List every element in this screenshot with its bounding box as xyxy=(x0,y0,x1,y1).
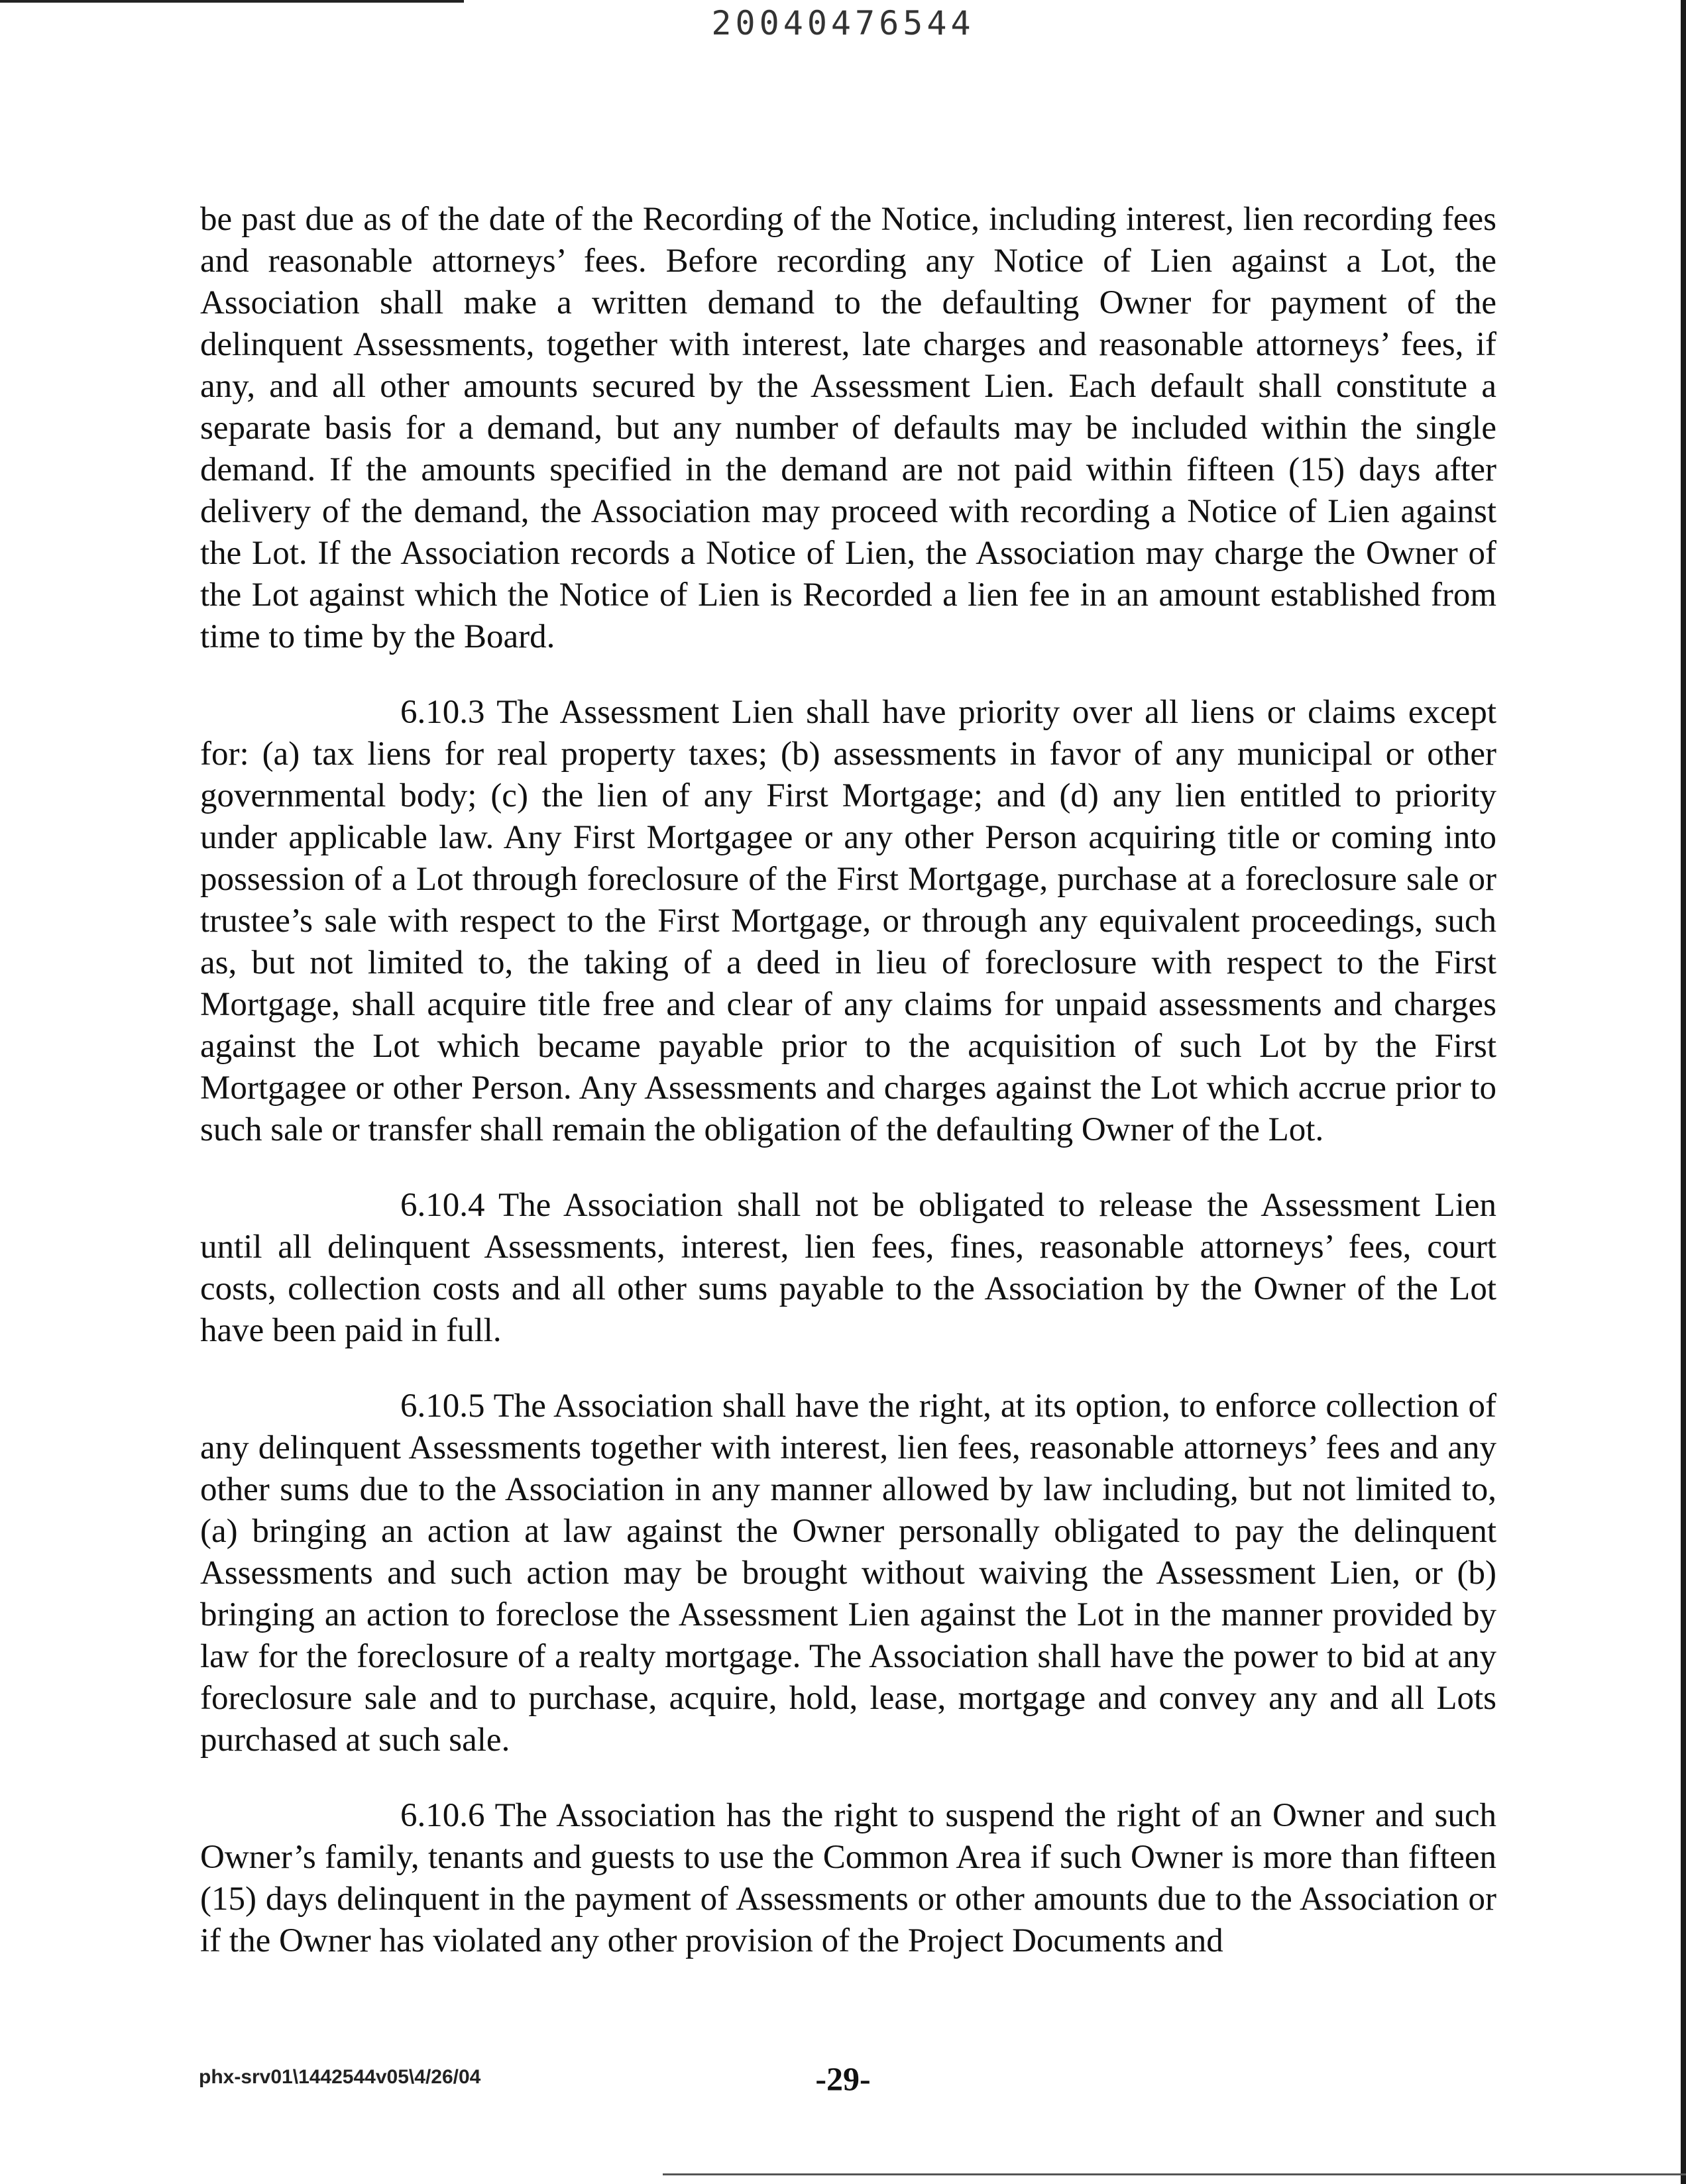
paragraph-6-10-3: 6.10.3 The Assessment Lien shall have priority over all liens or claims except for: (a) tax liens for real property taxes; (b) assessments in favor of any municipal or other governmental body; (c) the lien of any First Mortgage; and (d) any lien entitled to priority under applicable law. Any First Mortgagee or any other Person acquiring title or coming into possession of a Lot through foreclosure of the First Mortgage, purchase at a foreclosure sale or trustee’s sale with respect to the First Mortgage, or through any equivalent proceedings, such as, but not limited to, the taking of a deed in lieu of foreclosure with respect to the First Mortgage, shall acquire title free and clear of any claims for unpaid assessments and charges against the Lot which became payable prior to the acquisition of such Lot by the First Mortgagee or other Person. Any Assessments and charges against the Lot which accrue prior to such sale or transfer shall remain the obligation of the defaulting Owner of the Lot. xyxy=(200,694,1496,1148)
paragraph-6-10-4: 6.10.4 The Association shall not be obligated to release the Assessment Lien until all delinquent Assessments, interest, lien fees, fines, reasonable attorneys’ fees, court costs, collection costs and all other sums payable to the Association by the Owner of the Lot have been paid in full. xyxy=(200,1187,1496,1349)
top-rule xyxy=(0,0,464,3)
paragraph-6-10-6: 6.10.6 The Association has the right to suspend the right of an Owner and such Owner’s family, tenants and guests to use the Common Area if such Owner is more than fifteen (15) days delinquent in the payment of Assessments or other amounts due to the Association or if the Owner has violated any other provision of the Project Documents and xyxy=(200,1797,1496,1959)
scan-edge xyxy=(1681,0,1686,2184)
paragraph-6-10-5: 6.10.5 The Association shall have the right, at its option, to enforce collection of any delinquent Assessments together with interest, lien fees, reasonable attorneys’ fees and any other sums due to the Association in any manner allowed by law including, but not limited to, (a) bringing an action at law against the Owner personally obligated to pay the delinquent Assessments and such action may be brought without waiving the Assessment Lien, or (b) bringing an action to foreclose the Assessment Lien against the Lot in the manner provided by law for the foreclosure of a realty mortgage. The Association shall have the power to bid at any foreclosure sale and to purchase, acquire, hold, lease, mortgage and convey any and all Lots purchased at such sale. xyxy=(200,1388,1496,1759)
footer-document-id: phx-srv01\1442544v05\4/26/04 xyxy=(199,2066,481,2088)
recording-number: 20040476544 xyxy=(711,4,975,42)
bottom-rule xyxy=(663,2173,1686,2175)
paragraph-continuation: be past due as of the date of the Recording of the Notice, including interest, lien recording fees and reasonable attorneys’ fees. Before recording any Notice of Lien against a Lot, the Association shall make a written demand to the defaulting Owner for payment of the delinquent Assessments, together with interest, late charges and reasonable attorneys’ fees, if any, and all other amounts secured by the Assessment Lien. Each default shall constitute a separate basis for a demand, but any number of defaults may be included within the single demand. If the amounts specified in the demand are not paid within fifteen (15) days after delivery of the demand, the Association may proceed with recording a Notice of Lien against the Lot. If the Association records a Notice of Lien, the Association may charge the Owner of the Lot against which the Notice of Lien is Recorded a lien fee in an amount established from time to time by the Board. xyxy=(200,201,1496,655)
page-number: -29- xyxy=(815,2060,871,2097)
document-body xyxy=(200,199,1496,1996)
